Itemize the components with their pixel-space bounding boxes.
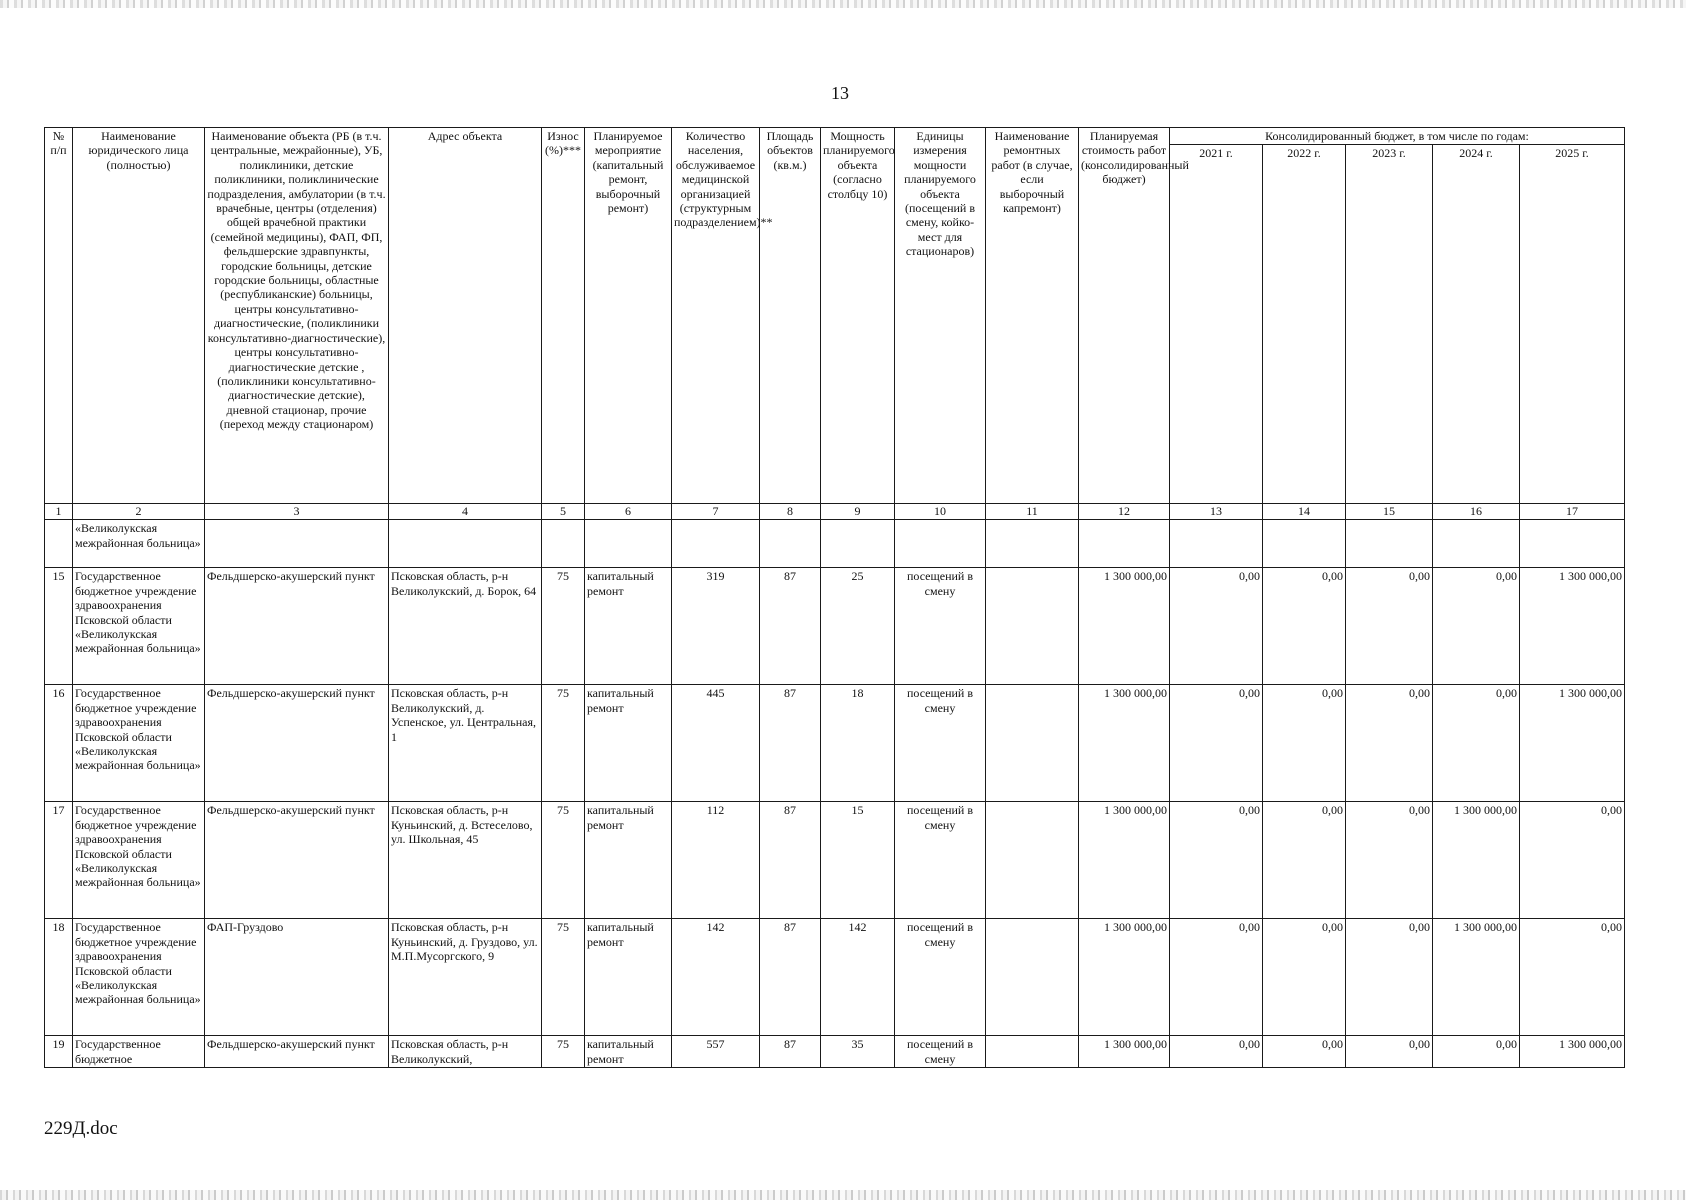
cell-legal-entity: Государственное бюджетное — [73, 1036, 205, 1068]
table-row — [45, 919, 1625, 1036]
header-planned-cost: Планируемая стоимость работ (консолидированный бюджет) — [1079, 128, 1170, 504]
column-number: 10 — [895, 504, 986, 520]
cell-year-2024: 0,00 — [1433, 1036, 1520, 1068]
column-number: 1 — [45, 504, 73, 520]
cell-repair-type — [986, 802, 1079, 919]
header-wear: Износ (%)*** — [542, 128, 585, 504]
cell-year-2025: 1 300 000,00 — [1520, 568, 1625, 685]
cell-year-2022: 0,00 — [1263, 568, 1346, 685]
cell-planned-event: капитальный ремонт — [585, 802, 672, 919]
header-num: № п/п — [45, 128, 73, 504]
header-year-2023: 2023 г. — [1346, 145, 1433, 504]
column-number: 16 — [1433, 504, 1520, 520]
cell-address: Псковская область, р-н Куньинский, д. Встеселово, ул. Школьная, 45 — [389, 802, 542, 919]
cell-area: 87 — [760, 1036, 821, 1068]
cell-wear: 75 — [542, 685, 585, 802]
cell-year-2023: 0,00 — [1346, 919, 1433, 1036]
column-number: 14 — [1263, 504, 1346, 520]
scan-edge-top — [0, 0, 1686, 8]
header-budget-group: Консолидированный бюджет, в том числе по годам: — [1170, 128, 1625, 145]
cell-capacity: 35 — [821, 1036, 895, 1068]
cell-planned-event: капитальный ремонт — [585, 568, 672, 685]
header-capacity: Мощность планируемого объекта (согласно столбцу 10) — [821, 128, 895, 504]
cell-planned-event: капитальный ремонт — [585, 1036, 672, 1068]
cell-year-2024: 0,00 — [1433, 568, 1520, 685]
cell-population: 445 — [672, 685, 760, 802]
cell-capacity: 142 — [821, 919, 895, 1036]
cell-area: 87 — [760, 685, 821, 802]
cell-units: посещений в смену — [895, 919, 986, 1036]
header-units: Единицы измерения мощности планируемого объекта (посещений в смену, койко-мест для стационаров) — [895, 128, 986, 504]
cell-address: Псковская область, р-н Куньинский, д. Груздово, ул. М.П.Мусоргского, 9 — [389, 919, 542, 1036]
cell-address: Псковская область, р-н Великолукский, — [389, 1036, 542, 1068]
cell-capacity: 25 — [821, 568, 895, 685]
header-repair-type: Наименование ремонтных работ (в случае, если выборочный капремонт) — [986, 128, 1079, 504]
cell-units: посещений в смену — [895, 685, 986, 802]
table-row — [45, 568, 1625, 685]
cell-year-2022: 0,00 — [1263, 919, 1346, 1036]
document-filename: 229Д.doc — [44, 1118, 118, 1139]
cell-object-name: Фельдшерско-акушерский пункт — [205, 685, 389, 802]
cell-population: 112 — [672, 802, 760, 919]
table-row — [45, 685, 1625, 802]
header-planned-event: Планируемое мероприятие (капитальный ремонт, выборочный ремонт) — [585, 128, 672, 504]
header-population: Количество населения, обслуживаемое медицинской организацией (структурным подразделением)** — [672, 128, 760, 504]
cell-object-name: Фельдшерско-акушерский пункт — [205, 802, 389, 919]
header-year-2022: 2022 г. — [1263, 145, 1346, 504]
cell-year-2023: 0,00 — [1346, 568, 1433, 685]
cell-planned-cost: 1 300 000,00 — [1079, 568, 1170, 685]
cell-repair-type — [986, 1036, 1079, 1068]
cell-planned-cost: 1 300 000,00 — [1079, 919, 1170, 1036]
cell-legal-entity: Государственное бюджетное учреждение здравоохранения Псковской области «Великолукская межрайонная больница» — [73, 568, 205, 685]
cell-year-2024: 1 300 000,00 — [1433, 919, 1520, 1036]
cell-year-2025: 0,00 — [1520, 919, 1625, 1036]
cell-planned-cost: 1 300 000,00 — [1079, 802, 1170, 919]
cell-year-2022: 0,00 — [1263, 802, 1346, 919]
cell-population: 319 — [672, 568, 760, 685]
cell-wear: 75 — [542, 1036, 585, 1068]
page-number: 13 — [831, 83, 849, 103]
column-number: 9 — [821, 504, 895, 520]
column-number: 7 — [672, 504, 760, 520]
cell-area: 87 — [760, 919, 821, 1036]
header-year-2021: 2021 г. — [1170, 145, 1263, 504]
table-row-partial — [45, 1036, 1625, 1068]
header-row — [45, 128, 1625, 145]
cell-capacity: 15 — [821, 802, 895, 919]
column-number: 11 — [986, 504, 1079, 520]
cell-year-2021: 0,00 — [1170, 685, 1263, 802]
column-number: 2 — [73, 504, 205, 520]
column-number: 17 — [1520, 504, 1625, 520]
column-number: 6 — [585, 504, 672, 520]
cell-num: 18 — [45, 919, 73, 1036]
cell-wear: 75 — [542, 919, 585, 1036]
cell-area: 87 — [760, 568, 821, 685]
budget-table — [44, 127, 1625, 1068]
cell-year-2023: 0,00 — [1346, 802, 1433, 919]
cell-repair-type — [986, 919, 1079, 1036]
header-object-name: Наименование объекта (РБ (в т.ч. центральные, межрайонные), УБ, поликлиники, детские поликлиники, поликлинические подразделения, амбулатории (в т.ч. врачебные, центры (отделения) общей врачебной практики (семейной медицины), ФАП, ФП, фельдшерские здравпункты, городские больницы, детские городские больницы, областные (республиканские) больницы, центры консультативно-диагностические, (поликлиники консультативно-диагностические), центры консультативно-диагностические детские , (поликлиники консультативно-диагностические детские), дневной стационар, прочие (переход между стационаром) — [205, 128, 389, 504]
cell-address: Псковская область, р-н Великолукский, д. Успенское, ул. Центральная, 1 — [389, 685, 542, 802]
cell-legal-entity: Государственное бюджетное учреждение здравоохранения Псковской области «Великолукская межрайонная больница» — [73, 919, 205, 1036]
cell-planned-event: капитальный ремонт — [585, 919, 672, 1036]
header-legal-entity: Наименование юридического лица (полностью) — [73, 128, 205, 504]
cell-legal-entity: Государственное бюджетное учреждение здравоохранения Псковской области «Великолукская межрайонная больница» — [73, 685, 205, 802]
header-address: Адрес объекта — [389, 128, 542, 504]
cell-units: посещений в смену — [895, 1036, 986, 1068]
cell-num: 17 — [45, 802, 73, 919]
cell-population: 557 — [672, 1036, 760, 1068]
scan-edge-bottom — [0, 1190, 1686, 1200]
cell-population: 142 — [672, 919, 760, 1036]
cell-year-2022: 0,00 — [1263, 685, 1346, 802]
cell-planned-cost: 1 300 000,00 — [1079, 1036, 1170, 1068]
cell-year-2021: 0,00 — [1170, 802, 1263, 919]
cell-address: Псковская область, р-н Великолукский, д. Борок, 64 — [389, 568, 542, 685]
cell-units: посещений в смену — [895, 568, 986, 685]
cell-num: 15 — [45, 568, 73, 685]
cell-planned-cost: 1 300 000,00 — [1079, 685, 1170, 802]
cell-year-2021: 0,00 — [1170, 568, 1263, 685]
cell-legal-entity: «Великолукская межрайонная больница» — [73, 520, 205, 568]
table-row-continuation — [45, 520, 1625, 568]
cell-num: 16 — [45, 685, 73, 802]
cell-year-2021: 0,00 — [1170, 919, 1263, 1036]
column-number: 5 — [542, 504, 585, 520]
cell-year-2022: 0,00 — [1263, 1036, 1346, 1068]
cell-repair-type — [986, 685, 1079, 802]
cell-year-2025: 0,00 — [1520, 802, 1625, 919]
header-area: Площадь объектов (кв.м.) — [760, 128, 821, 504]
cell-repair-type — [986, 568, 1079, 685]
cell-capacity: 18 — [821, 685, 895, 802]
column-number: 12 — [1079, 504, 1170, 520]
cell-num: 19 — [45, 1036, 73, 1068]
column-number: 13 — [1170, 504, 1263, 520]
header-year-2025: 2025 г. — [1520, 145, 1625, 504]
column-number: 15 — [1346, 504, 1433, 520]
column-number-row — [45, 504, 1625, 520]
column-number: 3 — [205, 504, 389, 520]
cell-year-2024: 0,00 — [1433, 685, 1520, 802]
cell-area: 87 — [760, 802, 821, 919]
cell-year-2025: 1 300 000,00 — [1520, 1036, 1625, 1068]
cell-legal-entity: Государственное бюджетное учреждение здравоохранения Псковской области «Великолукская межрайонная больница» — [73, 802, 205, 919]
cell-year-2021: 0,00 — [1170, 1036, 1263, 1068]
cell-planned-event: капитальный ремонт — [585, 685, 672, 802]
cell-object-name: ФАП-Груздово — [205, 919, 389, 1036]
cell-year-2023: 0,00 — [1346, 685, 1433, 802]
header-year-2024: 2024 г. — [1433, 145, 1520, 504]
cell-wear: 75 — [542, 568, 585, 685]
cell-units: посещений в смену — [895, 802, 986, 919]
cell-object-name: Фельдшерско-акушерский пункт — [205, 568, 389, 685]
cell-year-2024: 1 300 000,00 — [1433, 802, 1520, 919]
cell-object-name: Фельдшерско-акушерский пункт — [205, 1036, 389, 1068]
cell-year-2023: 0,00 — [1346, 1036, 1433, 1068]
cell-year-2025: 1 300 000,00 — [1520, 685, 1625, 802]
column-number: 4 — [389, 504, 542, 520]
cell-wear: 75 — [542, 802, 585, 919]
table-row — [45, 802, 1625, 919]
column-number: 8 — [760, 504, 821, 520]
